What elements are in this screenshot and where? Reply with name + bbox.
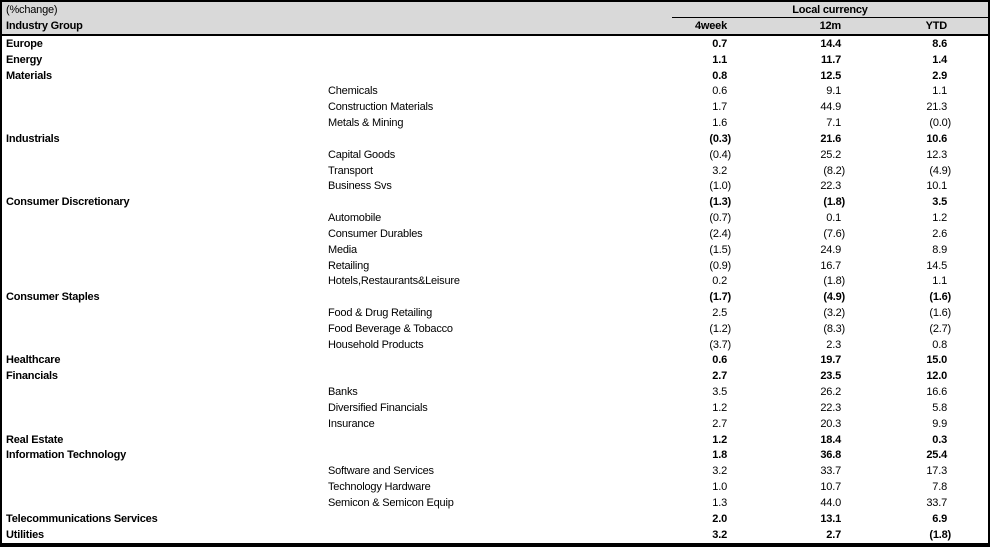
table-row (2, 210, 988, 226)
table-row (2, 321, 988, 337)
industry-name: Telecommunications Services (6, 512, 158, 525)
value-12m: (4.9) (823, 291, 845, 304)
industry-name: Industrials (6, 132, 60, 145)
value-4week: (0.9) (709, 259, 731, 272)
industry-name: Transport (328, 164, 373, 177)
value-12m: (3.2) (823, 306, 845, 319)
value-ytd: 9.9 (932, 417, 947, 430)
industry-name: Chemicals (328, 85, 378, 98)
table-row (2, 99, 988, 115)
value-4week: 2.7 (712, 417, 727, 430)
table-row (2, 527, 988, 543)
value-ytd: 33.7 (926, 496, 947, 509)
value-4week: (0.3) (709, 132, 731, 145)
value-4week: 1.3 (712, 496, 727, 509)
table-row (2, 353, 988, 369)
value-4week: 3.2 (712, 465, 727, 478)
value-4week: 0.8 (712, 69, 727, 82)
table-row (2, 463, 988, 479)
value-ytd: 14.5 (926, 259, 947, 272)
value-12m: (1.8) (823, 196, 845, 209)
table-row (2, 448, 988, 464)
table-row (2, 400, 988, 416)
value-ytd: 25.4 (926, 449, 947, 462)
value-4week: 1.2 (712, 401, 727, 414)
value-4week: 3.2 (712, 528, 727, 541)
industry-name: Financials (6, 370, 58, 383)
industry-name: Healthcare (6, 354, 61, 367)
value-ytd: 21.3 (926, 101, 947, 114)
value-12m: (8.2) (823, 164, 845, 177)
industry-name: Capital Goods (328, 148, 396, 161)
table-row (2, 258, 988, 274)
value-ytd: 15.0 (926, 354, 947, 367)
table-row (2, 115, 988, 131)
value-12m: 16.7 (820, 259, 841, 272)
value-4week: (0.4) (709, 148, 731, 161)
value-12m: 36.8 (820, 449, 841, 462)
value-4week: (1.7) (709, 291, 731, 304)
table-row (2, 416, 988, 432)
value-ytd: (0.0) (929, 117, 951, 130)
value-4week: (3.7) (709, 338, 731, 351)
table-row (2, 495, 988, 511)
value-12m: 11.7 (820, 53, 841, 66)
value-ytd: (2.7) (929, 322, 951, 335)
value-ytd: 0.8 (932, 338, 947, 351)
value-4week: 2.5 (712, 306, 727, 319)
industry-name: Diversified Financials (328, 401, 428, 414)
industry-name: Construction Materials (328, 101, 434, 114)
value-4week: 0.6 (712, 85, 727, 98)
table-row (2, 337, 988, 353)
value-4week: 3.5 (712, 386, 727, 399)
value-ytd: 10.1 (926, 180, 947, 193)
local-currency-group-header: Local currency (672, 2, 988, 18)
table-row (2, 163, 988, 179)
value-ytd: 12.3 (926, 148, 947, 161)
value-12m: 14.4 (820, 37, 841, 50)
value-ytd: 2.6 (932, 227, 947, 240)
industry-name: Media (328, 243, 357, 256)
value-ytd: 1.2 (932, 212, 947, 225)
industry-name: Europe (6, 37, 43, 50)
value-4week: 1.6 (712, 117, 727, 130)
value-ytd: 17.3 (926, 465, 947, 478)
value-4week: (1.3) (709, 196, 731, 209)
value-12m: 7.1 (826, 117, 841, 130)
value-12m: 9.1 (826, 85, 841, 98)
value-4week: 3.2 (712, 164, 727, 177)
value-ytd: 7.8 (932, 481, 947, 494)
value-12m: 22.3 (820, 401, 841, 414)
industry-name: Insurance (328, 417, 375, 430)
value-12m: 33.7 (820, 465, 841, 478)
industry-name: Information Technology (6, 449, 127, 462)
column-header-4week: 4week (694, 20, 727, 32)
industry-name: Food Beverage & Tobacco (328, 322, 453, 335)
value-4week: (1.2) (709, 322, 731, 335)
value-12m: (7.6) (823, 227, 845, 240)
industry-name: Software and Services (328, 465, 434, 478)
column-header-ytd: YTD (925, 20, 947, 32)
industry-name: Household Products (328, 338, 424, 351)
industry-name: Materials (6, 69, 52, 82)
value-12m: 12.5 (820, 69, 841, 82)
value-4week: (0.7) (709, 212, 731, 225)
table-row (2, 511, 988, 527)
table-row (2, 178, 988, 194)
value-12m: (8.3) (823, 322, 845, 335)
table-row (2, 305, 988, 321)
industry-name: Consumer Durables (328, 227, 423, 240)
value-12m: 13.1 (820, 512, 841, 525)
value-4week: 1.8 (712, 449, 727, 462)
industry-name: Hotels,Restaurants&Leisure (328, 275, 460, 288)
industry-name: Food & Drug Retailing (328, 306, 433, 319)
value-ytd: (1.6) (929, 291, 951, 304)
value-4week: 1.1 (712, 53, 727, 66)
value-ytd: 1.4 (932, 53, 947, 66)
value-4week: 1.2 (712, 433, 727, 446)
value-4week: 0.2 (712, 275, 727, 288)
percent-change-label: (%change) (6, 4, 58, 16)
table-row (2, 273, 988, 289)
table-body (2, 36, 988, 543)
value-ytd: 16.6 (926, 386, 947, 399)
industry-name: Consumer Staples (6, 291, 100, 304)
table-row (2, 131, 988, 147)
industry-name: Technology Hardware (328, 481, 431, 494)
value-12m: 25.2 (820, 148, 841, 161)
industry-name: Metals & Mining (328, 117, 404, 130)
industry-name: Business Svs (328, 180, 392, 193)
industry-group-column-header: Industry Group (6, 20, 83, 32)
value-ytd: 2.9 (932, 69, 947, 82)
value-ytd: (4.9) (929, 164, 951, 177)
industry-name: Energy (6, 53, 43, 66)
value-12m: 44.9 (820, 101, 841, 114)
value-12m: 22.3 (820, 180, 841, 193)
value-ytd: 12.0 (926, 370, 947, 383)
table-row (2, 368, 988, 384)
value-ytd: 1.1 (932, 85, 947, 98)
value-12m: (1.8) (823, 275, 845, 288)
value-12m: 23.5 (820, 370, 841, 383)
table-row (2, 479, 988, 495)
industry-name: Real Estate (6, 433, 64, 446)
value-12m: 18.4 (820, 433, 841, 446)
industry-name: Retailing (328, 259, 370, 272)
table-row (2, 242, 988, 258)
value-12m: 19.7 (820, 354, 841, 367)
table-row (2, 194, 988, 210)
value-12m: 21.6 (820, 132, 841, 145)
value-4week: 2.0 (712, 512, 727, 525)
value-ytd: 3.5 (932, 196, 947, 209)
value-ytd: 0.3 (932, 433, 947, 446)
value-4week: (2.4) (709, 227, 731, 240)
table-header (2, 2, 988, 36)
column-header-12m: 12m (819, 20, 841, 32)
value-12m: 24.9 (820, 243, 841, 256)
header-row-columns (2, 18, 988, 34)
table-row (2, 147, 988, 163)
table-row (2, 289, 988, 305)
value-4week: 0.6 (712, 354, 727, 367)
value-4week: (1.5) (709, 243, 731, 256)
table-row (2, 384, 988, 400)
value-12m: 26.2 (820, 386, 841, 399)
value-ytd: (1.8) (929, 528, 951, 541)
value-ytd: 8.6 (932, 37, 947, 50)
value-ytd: (1.6) (929, 306, 951, 319)
value-12m: 0.1 (826, 212, 841, 225)
value-ytd: 5.8 (932, 401, 947, 414)
table-row (2, 36, 988, 52)
table-row (2, 83, 988, 99)
value-ytd: 10.6 (926, 132, 947, 145)
value-ytd: 1.1 (932, 275, 947, 288)
industry-name: Consumer Discretionary (6, 196, 130, 209)
table-row (2, 52, 988, 68)
value-4week: (1.0) (709, 180, 731, 193)
industry-name: Utilities (6, 528, 44, 541)
value-4week: 1.7 (712, 101, 727, 114)
industry-name: Automobile (328, 212, 382, 225)
table-row (2, 432, 988, 448)
value-12m: 2.3 (826, 338, 841, 351)
value-12m: 10.7 (820, 481, 841, 494)
value-4week: 0.7 (712, 37, 727, 50)
value-12m: 44.0 (820, 496, 841, 509)
value-ytd: 8.9 (932, 243, 947, 256)
industry-name: Banks (328, 386, 358, 399)
table-row (2, 226, 988, 242)
value-ytd: 6.9 (932, 512, 947, 525)
industry-name: Semicon & Semicon Equip (328, 496, 454, 509)
header-row-top (2, 2, 988, 18)
value-4week: 2.7 (712, 370, 727, 383)
value-4week: 1.0 (712, 481, 727, 494)
table-row (2, 68, 988, 84)
value-12m: 20.3 (820, 417, 841, 430)
value-12m: 2.7 (826, 528, 841, 541)
